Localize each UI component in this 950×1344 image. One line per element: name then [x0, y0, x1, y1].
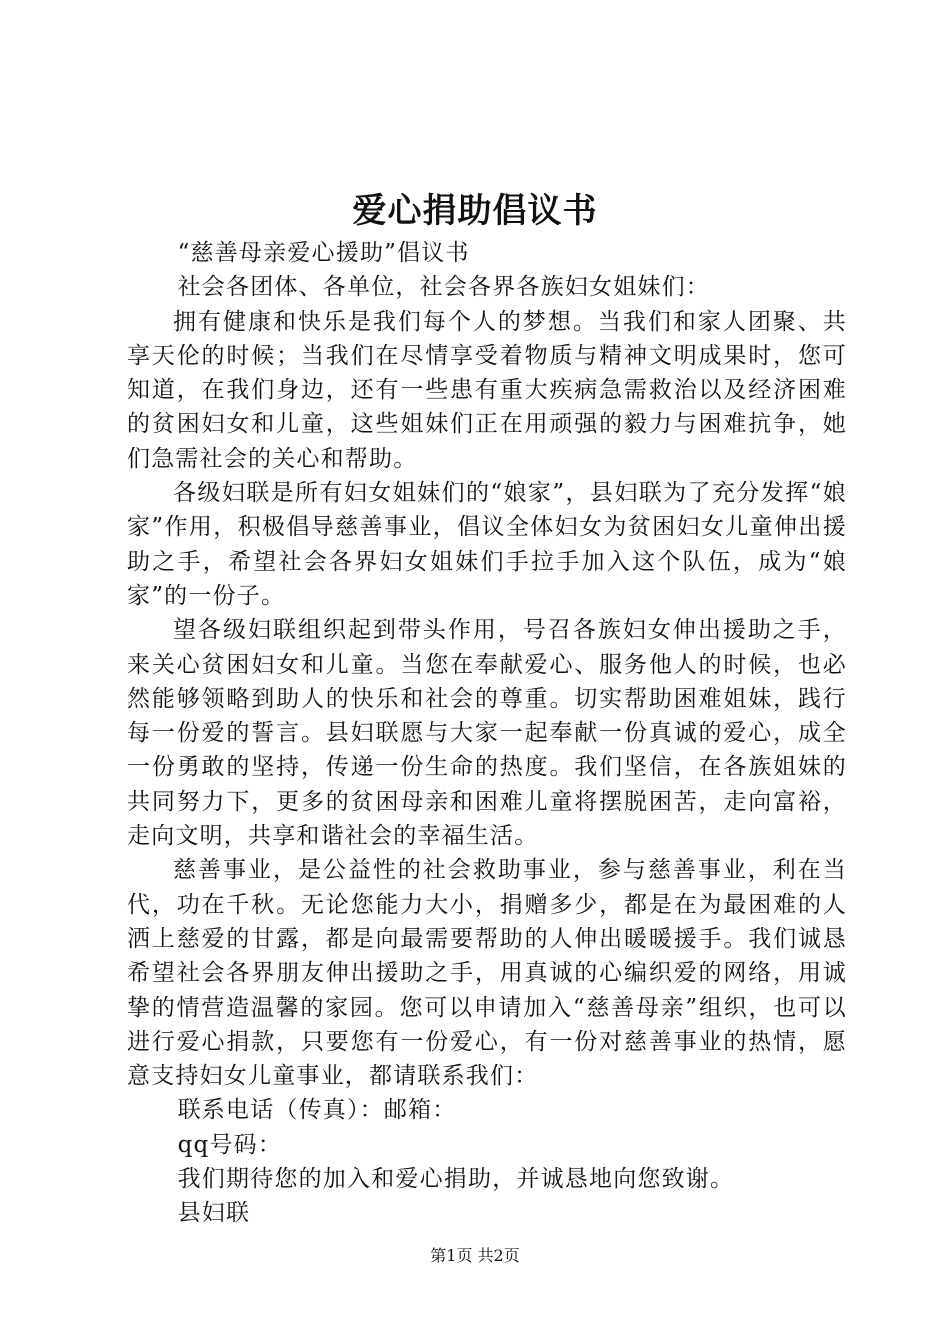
paragraph-2: 各级妇联是所有妇女姐妹们的“娘家”，县妇联为了充分发挥“娘家”作用，积极倡导慈善事业，倡议全体妇女为贫困妇女儿童伸出援助之手，希望社会各界妇女姐妹们手拉手加入这个队伍，成为“娘家”的一份子。	[127, 480, 847, 609]
subtitle: “慈善母亲爱心援助”倡议书	[177, 240, 470, 266]
paragraph-4: 慈善事业，是公益性的社会救助事业，参与慈善事业，利在当代，功在千秋。无论您能力大小，捐赠多少，都是在为最困难的人洒上慈爱的甘露，都是向最需要帮助的人伸出暖暖援手。我们诚恳希望社会各界朋友伸出援助之手，用真诚的心编织爱的网络，用诚挚的情营造温馨的家园。您可以申请加入“慈善母亲”组织，也可以进行爱心捐款，只要您有一份爱心，有一份对慈善事业的热情，愿意支持妇女儿童事业，都请联系我们：	[127, 857, 847, 1090]
paragraph-1: 拥有健康和快乐是我们每个人的梦想。当我们和家人团聚、共享天伦的时候；当我们在尽情享受着物质与精神文明成果时，您可知道，在我们身边，还有一些患有重大疾病急需救治以及经济困难的贫困妇女和儿童，这些姐妹们正在用顽强的毅力与困难抗争，她们急需社会的关心和帮助。	[127, 308, 847, 472]
document-body	[127, 236, 847, 1231]
paragraph-3: 望各级妇联组织起到带头作用，号召各族妇女伸出援助之手，来关心贫困妇女和儿童。当您在奉献爱心、服务他人的时候，也必然能够领略到助人的快乐和社会的尊重。切实帮助困难姐妹，践行每一份爱的誓言。县妇联愿与大家一起奉献一份真诚的爱心，成全一份勇敢的坚持，传递一份生命的热度。我们坚信，在各族姐妹的共同努力下，更多的贫困母亲和困难儿童将摆脱困苦，走向富裕，走向文明，共享和谐社会的幸福生活。	[127, 617, 847, 850]
salutation: 社会各团体、各单位，社会各界各族妇女姐妹们：	[177, 274, 710, 301]
closing-line: 我们期待您的加入和爱心捐助，并诚恳地向您致谢。	[177, 1166, 735, 1193]
contact-line: 联系电话（传真）：邮箱：	[177, 1097, 457, 1124]
qq-line: qq号码：	[177, 1131, 283, 1158]
signature: 县妇联	[177, 1200, 251, 1227]
page-footer: 第1页 共2页	[430, 1246, 520, 1265]
document-title: 爱心捐助倡议书	[352, 191, 598, 231]
